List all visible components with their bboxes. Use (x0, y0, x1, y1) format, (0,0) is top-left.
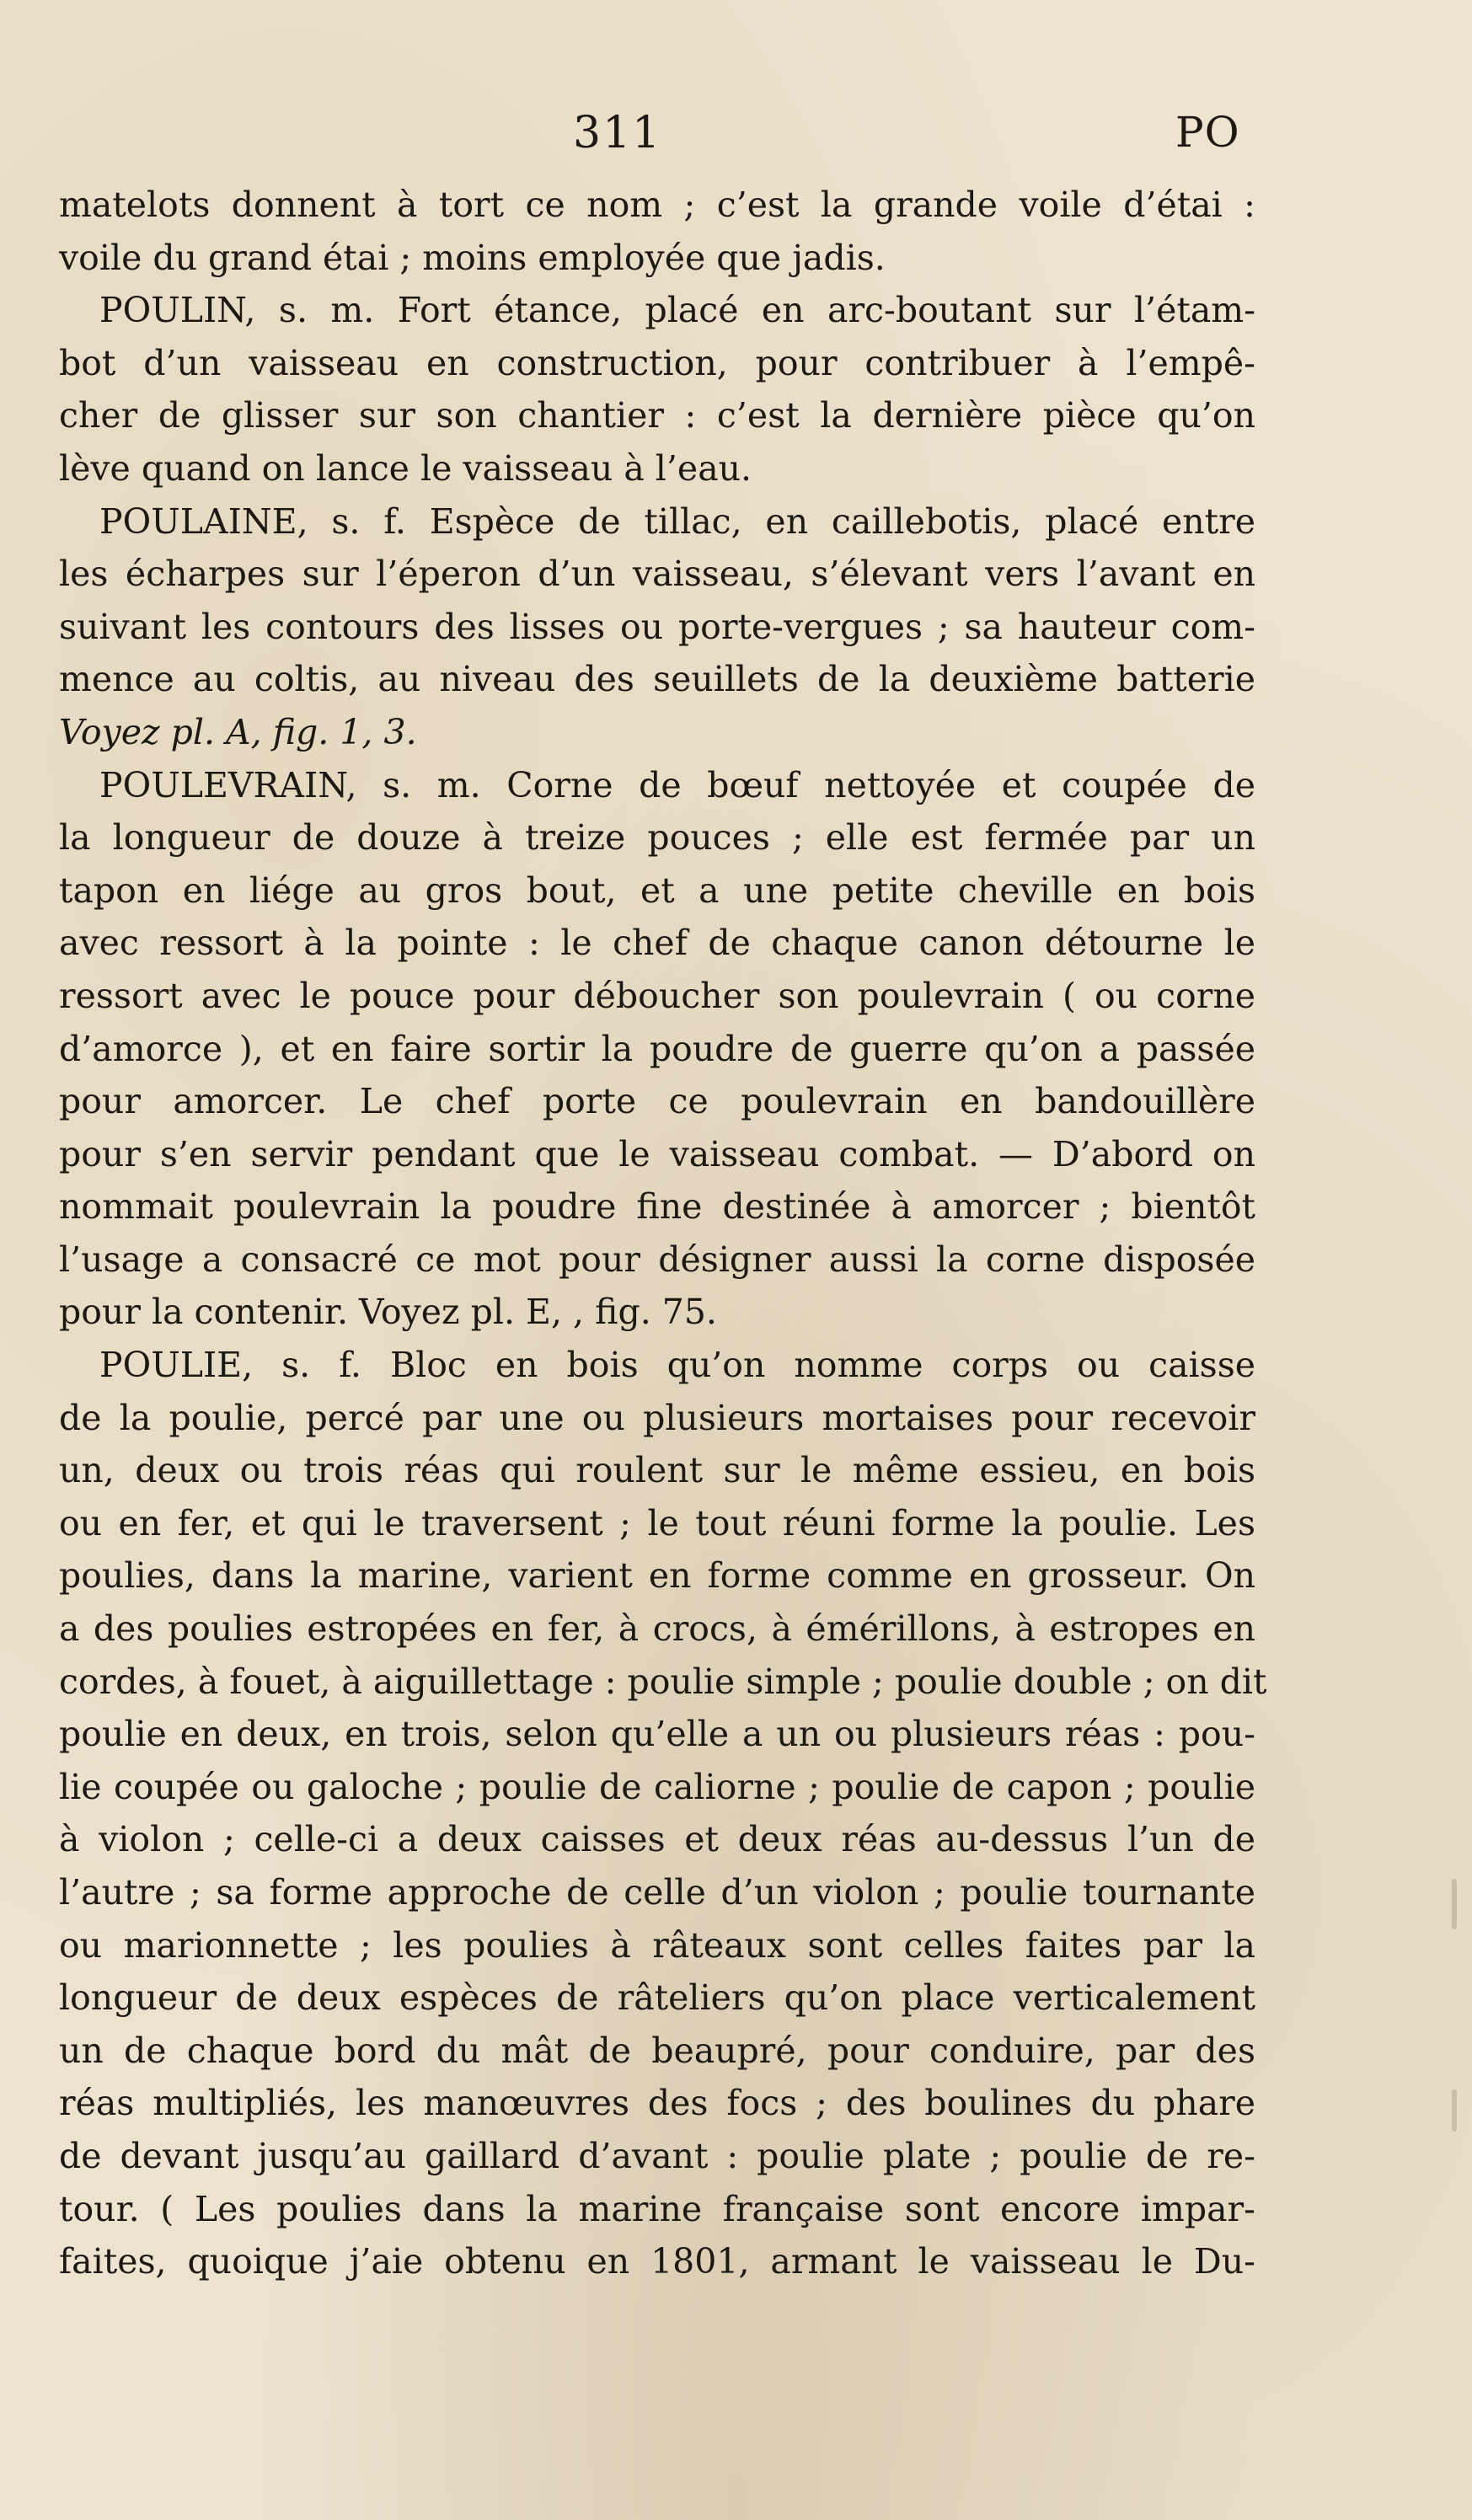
entry-poulie: POULIE, s. f. Bloc en bois qu’on nomme corps ou caisse (99, 1345, 1255, 1386)
text-line: à violon ; celle-ci a deux caisses et deux réas au-dessus l’un de (59, 1819, 1255, 1860)
text-line: cordes, à fouet, à aiguillettage : poulie simple ; poulie double ; on dit (59, 1661, 1267, 1702)
text-line: Voyez pl. A, fig. 1, 3. (59, 711, 417, 752)
text-line: mence au coltis, au niveau des seuillets de la deuxième batterie (59, 659, 1255, 700)
text-line: pour amorcer. Le chef porte ce poulevrain en bandouillère (59, 1081, 1255, 1122)
text-line: les écharpes sur l’éperon d’un vaisseau, s’élevant vers l’avant en (59, 554, 1255, 595)
text-line: nommait poulevrain la poudre fine destinée à amorcer ; bientôt (59, 1186, 1255, 1228)
text-line: tour. ( Les poulies dans la marine française sont encore impar- (59, 2188, 1255, 2229)
entry-poulin: POULIN, s. m. Fort étance, placé en arc-boutant sur l’étam- (99, 290, 1255, 331)
text-line: pour s’en servir pendant que le vaisseau combat. — D’abord on (59, 1133, 1255, 1174)
text-line: un de chaque bord du mât de beaupré, pour conduire, par des (59, 2030, 1255, 2071)
page-number: 311 (573, 108, 662, 158)
text-line: pour la contenir. Voyez pl. E, , fig. 75. (59, 1292, 717, 1333)
text-line: cher de glisser sur son chantier : c’est la dernière pièce qu’on (59, 395, 1255, 436)
entry-poulaine: POULAINE, s. f. Espèce de tillac, en caillebotis, placé entre (99, 500, 1255, 542)
text-line: lie coupée ou galoche ; poulie de caliorne ; poulie de capon ; poulie (59, 1766, 1255, 1807)
text-line: de devant jusqu’au gaillard d’avant : poulie plate ; poulie de re- (59, 2135, 1255, 2176)
text-line: avec ressort à la pointe : le chef de chaque canon détourne le (59, 923, 1255, 964)
text-line: matelots donnent à tort ce nom ; c’est la grande voile d’étai : (59, 185, 1255, 225)
text-line: l’usage a consacré ce mot pour désigner aussi la corne disposée (59, 1239, 1255, 1280)
page-header (0, 108, 1472, 175)
text-line: ou marionnette ; les poulies à râteaux sont celles faites par la (59, 1924, 1255, 1966)
text-line: poulie en deux, en trois, selon qu’elle a un ou plusieurs réas : pou- (59, 1714, 1255, 1755)
text-line: de la poulie, percé par une ou plusieurs mortaises pour recevoir (59, 1397, 1255, 1438)
text-line: tapon en liége au gros bout, et a une petite cheville en bois (59, 869, 1255, 911)
text-line: poulies, dans la marine, varient en forme comme en grosseur. On (59, 1555, 1255, 1597)
text-line: voile du grand étai ; moins employée que jadis. (59, 237, 886, 278)
entry-poulevrain: POULEVRAIN, s. m. Corne de bœuf nettoyée et coupée de (99, 764, 1255, 805)
text-line: un, deux ou trois réas qui roulent sur le même essieu, en bois (59, 1450, 1255, 1491)
text-line: faites, quoique j’aie obtenu en 1801, armant le vaisseau le Du- (59, 2241, 1255, 2282)
text-line: suivant les contours des lisses ou porte-vergues ; sa hauteur com- (59, 606, 1255, 647)
text-line: longueur de deux espèces de râteliers qu’on place verticalement (59, 1977, 1255, 2019)
text-line: l’autre ; sa forme approche de celle d’un violon ; poulie tournante (59, 1872, 1255, 1913)
text-line: a des poulies estropées en fer, à crocs, à émérillons, à estropes en (59, 1608, 1255, 1650)
page-edge-mark (1452, 1879, 1457, 1929)
text-line: la longueur de douze à treize pouces ; elle est fermée par un (59, 817, 1255, 859)
page-edge-mark (1452, 2089, 1457, 2132)
text-line: ou en fer, et qui le traversent ; le tout réuni forme la poulie. Les (59, 1502, 1255, 1544)
text-line: bot d’un vaisseau en construction, pour contribuer à l’empê- (59, 342, 1255, 383)
text-line: d’amorce ), et en faire sortir la poudre de guerre qu’on a passée (59, 1028, 1255, 1069)
running-head: PO (1175, 108, 1240, 157)
text-body (59, 179, 1267, 2288)
text-line: réas multipliés, les manœuvres des focs ; des boulines du phare (59, 2083, 1255, 2124)
text-line: ressort avec le pouce pour déboucher son poulevrain ( ou corne (59, 975, 1255, 1016)
text-line: lève quand on lance le vaisseau à l’eau. (59, 447, 752, 489)
